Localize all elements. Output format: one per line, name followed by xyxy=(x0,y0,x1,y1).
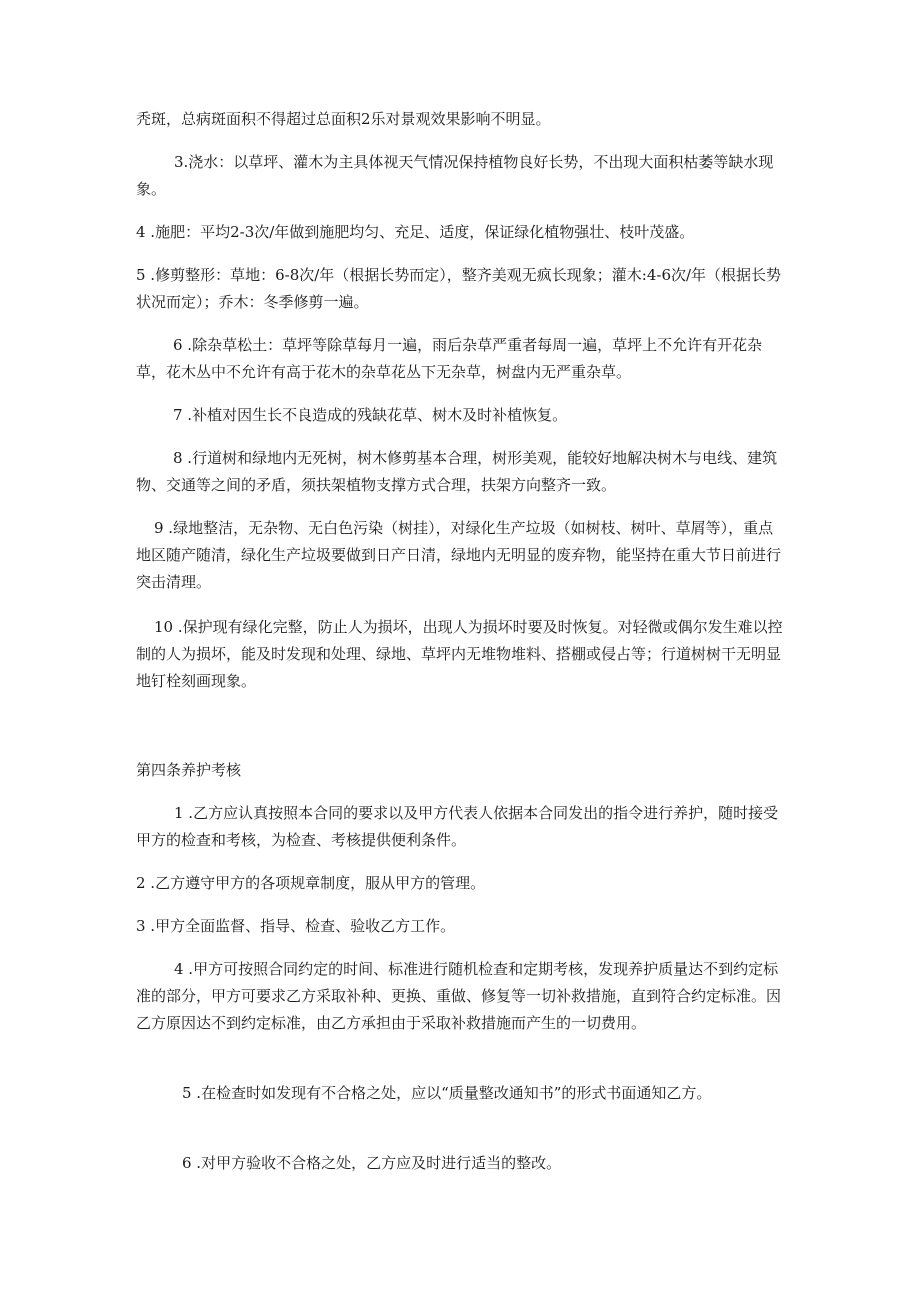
paragraph-street-trees: 8 .行道树和绿地内无死树，树木修剪基本合理，树形美观，能较好地解决树木与电线、建筑物、交通等之间的矛盾，须扶架植物支撑方式合理，扶架方向整齐一致。 xyxy=(136,449,778,494)
paragraph-fertilizing: 4 .施肥：平均2-3次/年做到施肥均匀、充足、适度，保证绿化植物强壮、枝叶茂盛。 xyxy=(136,223,695,241)
paragraph-replanting: 7 .补植对因生长不良造成的残缺花草、树木及时补植恢复。 xyxy=(173,406,568,424)
paragraph-pest-control-tail: 秃斑，总病斑面积不得超过总面积2乐对景观效果影响不明显。 xyxy=(136,110,551,128)
section-heading-maintenance-assessment: 第四条养护考核 xyxy=(136,761,242,779)
paragraph-assessment-5: 5 .在检查时如发现有不合格之处，应以“质量整改通知书”的形式书面通知乙方。 xyxy=(182,1084,712,1102)
paragraph-weeding: 6 .除杂草松土：草坪等除草每月一遍，雨后杂草严重者每周一遍，草坪上不允许有开花杂草，花木丛中不允许有高于花木的杂草花丛下无杂草，树盘内无严重杂草。 xyxy=(136,336,763,381)
paragraph-cleanliness: 9 .绿地整洁，无杂物、无白色污染（树挂），对绿化生产垃圾（如树枝、树叶、草屑等），重点地区随产随清，绿化生产垃圾要做到日产日清，绿地内无明显的废弃物，能坚持在重大节日前进行突击清理。 xyxy=(136,519,782,591)
paragraph-watering: 3.浇水：以草坪、灌木为主具体视天气情况保持植物良好长势，不出现大面积枯萎等缺水现象。 xyxy=(136,153,774,198)
paragraph-assessment-4: 4 .甲方可按照合同约定的时间、标准进行随机检查和定期考核，发现养护质量达不到约定标准的部分，甲方可要求乙方采取补种、更换、重做、修复等一切补救措施，直到符合约定标准。因乙方原因达不到约定标准，由乙方承担由于采取补救措施而产生的一切费用。 xyxy=(136,960,782,1032)
paragraph-protection: 10 .保护现有绿化完整，防止人为损坏，出现人为损坏时要及时恢复。对轻微或偶尔发生难以控制的人为损坏，能及时发现和处理、绿地、草坪内无堆物堆料、搭棚或侵占等；行道树树干无明显地钉栓刻画现象。 xyxy=(136,618,783,690)
paragraph-assessment-1: 1 .乙方应认真按照本合同的要求以及甲方代表人依据本合同发出的指令进行养护，随时接受甲方的检查和考核，为检查、考核提供便利条件。 xyxy=(136,804,779,849)
paragraph-assessment-3: 3 .甲方全面监督、指导、检查、验收乙方工作。 xyxy=(136,917,456,935)
paragraph-pruning: 5 .修剪整形：草地：6-8次/年（根据长势而定），整齐美观无疯长现象；灌木:4-6次/年（根据长势状况而定）；乔木：冬季修剪一遍。 xyxy=(136,266,782,311)
paragraph-assessment-2: 2 .乙方遵守甲方的各项规章制度，服从甲方的管理。 xyxy=(136,874,486,892)
paragraph-assessment-6: 6 .对甲方验收不合格之处，乙方应及时进行适当的整改。 xyxy=(182,1154,562,1172)
